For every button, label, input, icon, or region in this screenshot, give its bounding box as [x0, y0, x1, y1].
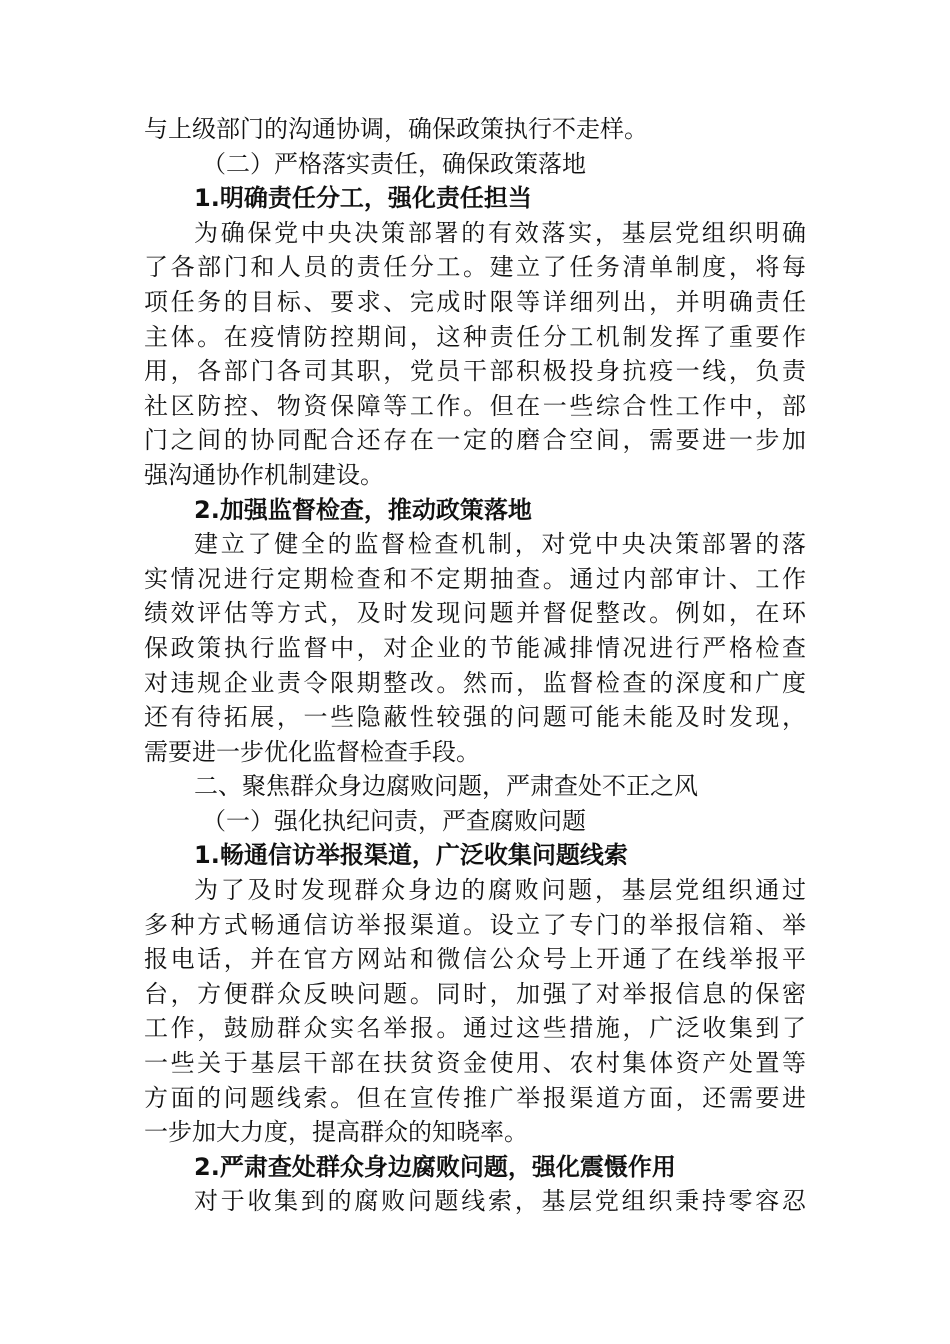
subsection-heading: 2.加强监督检查，推动政策落地 — [194, 495, 532, 524]
paragraph-line: 方面的问题线索。但在宣传推广举报渠道方面，还需要进 — [144, 1083, 806, 1112]
paragraph-line: 一步加大力度，提高群众的知晓率。 — [144, 1118, 528, 1147]
paragraph-line: 保政策执行监督中，对企业的节能减排情况进行严格检查 — [144, 633, 806, 662]
paragraph-line: 了各部门和人员的责任分工。建立了任务清单制度，将每 — [144, 253, 806, 282]
paragraph-line: 门之间的协同配合还存在一定的磨合空间，需要进一步加 — [144, 426, 806, 455]
paragraph-line: 对违规企业责令限期整改。然而，监督检查的深度和广度 — [144, 668, 806, 697]
document-body — [144, 112, 806, 1219]
paragraph-line: 用，各部门各司其职，党员干部积极投身抗疫一线，负责 — [144, 357, 806, 386]
paragraph-line: 与上级部门的沟通协调，确保政策执行不走样。 — [144, 115, 648, 143]
paragraph-line: 建立了健全的监督检查机制，对党中央决策部署的落 — [194, 530, 806, 559]
subsection-heading: 1.明确责任分工，强化责任担当 — [194, 184, 532, 213]
paragraph-line: 绩效评估等方式，及时发现问题并督促整改。例如，在环 — [144, 599, 806, 628]
chapter-heading: 二、聚焦群众身边腐败问题，严肃查处不正之风 — [194, 772, 698, 801]
paragraph-line: 多种方式畅通信访举报渠道。设立了专门的举报信箱、举 — [144, 910, 806, 939]
paragraph-line: 为确保党中央决策部署的有效落实，基层党组织明确 — [194, 218, 806, 247]
subsection-heading: 1.畅通信访举报渠道，广泛收集问题线索 — [194, 841, 628, 870]
paragraph-line: 主体。在疫情防控期间，这种责任分工机制发挥了重要作 — [144, 322, 806, 351]
paragraph-line: 台，方便群众反映问题。同时，加强了对举报信息的保密 — [144, 979, 806, 1008]
paragraph-line: 实情况进行定期检查和不定期抽查。通过内部审计、工作 — [144, 564, 806, 593]
paragraph-line: 强沟通协作机制建设。 — [144, 460, 384, 489]
paragraph-line: 报电话，并在官方网站和微信公众号上开通了在线举报平 — [144, 945, 806, 974]
paragraph-line: 工作，鼓励群众实名举报。通过这些措施，广泛收集到了 — [144, 1014, 806, 1043]
paragraph-line: 为了及时发现群众身边的腐败问题，基层党组织通过 — [194, 876, 806, 905]
paragraph-line: 对于收集到的腐败问题线索，基层党组织秉持零容忍 — [194, 1187, 806, 1216]
subsection-heading: 2.严肃查处群众身边腐败问题，强化震慑作用 — [194, 1152, 676, 1181]
paragraph-line: 项任务的目标、要求、完成时限等详细列出，并明确责任 — [144, 287, 806, 316]
section-heading: （一）强化执纪问责，严查腐败问题 — [202, 806, 586, 835]
section-heading: （二）严格落实责任，确保政策落地 — [202, 149, 586, 178]
paragraph-line: 需要进一步优化监督检查手段。 — [144, 737, 480, 766]
paragraph-line: 还有待拓展，一些隐蔽性较强的问题可能未能及时发现， — [144, 703, 806, 732]
paragraph-line: 一些关于基层干部在扶贫资金使用、农村集体资产处置等 — [144, 1049, 806, 1078]
paragraph-line: 社区防控、物资保障等工作。但在一些综合性工作中，部 — [144, 391, 806, 420]
